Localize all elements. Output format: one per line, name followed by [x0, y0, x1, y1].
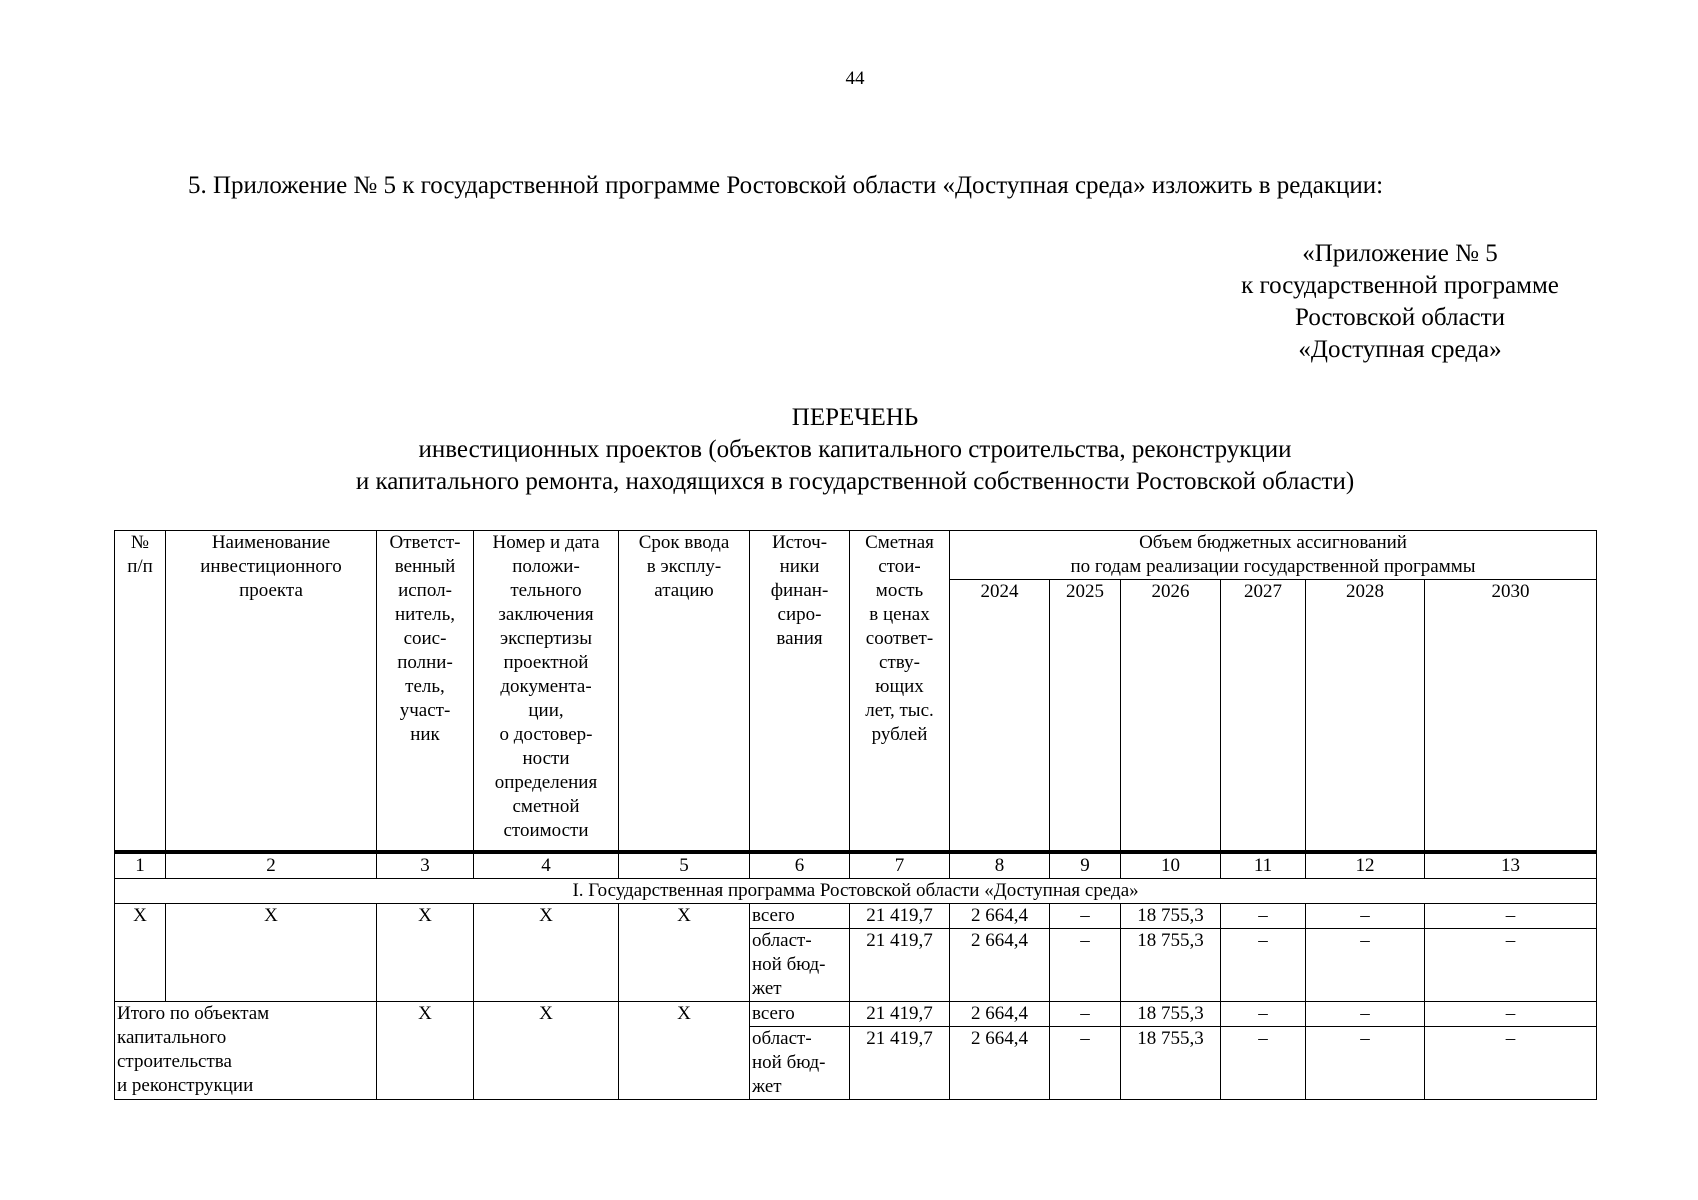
cell-source: всего [750, 1002, 850, 1027]
header-cost: Сметная стои- мость в ценах соответ- ству- ющих лет, тыс. рублей [850, 531, 950, 853]
appendix-line-1: «Приложение № 5 [1302, 240, 1498, 267]
section-title-row [115, 879, 1597, 904]
cell-y2026: 18 755,3 [1121, 1027, 1221, 1100]
header-budget-group: Объем бюджетных ассигнований по годам реализации государственной программы [950, 531, 1597, 580]
cell-y2030: – [1425, 904, 1597, 929]
column-number: 5 [619, 852, 750, 879]
cell-expertise: X [474, 1002, 619, 1100]
intro-paragraph: 5. Приложение № 5 к государственной программе Ростовской области «Доступная среда» изложить в редакции: [188, 172, 1384, 199]
column-number: 13 [1425, 852, 1597, 879]
header-num: № п/п [115, 531, 166, 853]
header-year: 2025 [1050, 580, 1121, 853]
cell-y2027: – [1221, 1002, 1306, 1027]
cell-cost: 21 419,7 [850, 904, 950, 929]
appendix-line-2: к государственной программе [1241, 272, 1559, 299]
cell-y2027: – [1221, 1027, 1306, 1100]
column-number: 7 [850, 852, 950, 879]
heading-line-3: и капитального ремонта, находящихся в государственной собственности Ростовской области) [355, 468, 1355, 495]
column-number: 11 [1221, 852, 1306, 879]
column-number: 8 [950, 852, 1050, 879]
cell-y2028: – [1306, 1027, 1425, 1100]
cell-y2025: – [1050, 1027, 1121, 1100]
column-number: 12 [1306, 852, 1425, 879]
header-executor: Ответст- венный испол- нитель, соис- полни- тель, участ- ник [377, 531, 474, 853]
header-year: 2024 [950, 580, 1050, 853]
column-number: 6 [750, 852, 850, 879]
investment-projects-table [114, 530, 1597, 1100]
section-title: I. Государственная программа Ростовской области «Доступная среда» [115, 879, 1597, 904]
cell-y2026: 18 755,3 [1121, 1002, 1221, 1027]
cell-y2025: – [1050, 904, 1121, 929]
cell-y2026: 18 755,3 [1121, 929, 1221, 1002]
cell-commission: X [619, 1002, 750, 1100]
cell-y2025: – [1050, 929, 1121, 1002]
cell-cost: 21 419,7 [850, 1027, 950, 1100]
cell-y2028: – [1306, 904, 1425, 929]
cell-y2024: 2 664,4 [950, 1027, 1050, 1100]
column-numbers-row [115, 852, 1597, 879]
header-year: 2026 [1121, 580, 1221, 853]
heading-title: ПЕРЕЧЕНЬ [791, 404, 919, 431]
column-number: 4 [474, 852, 619, 879]
column-number: 9 [1050, 852, 1121, 879]
table-row [115, 904, 1597, 929]
cell-y2030: – [1425, 1027, 1597, 1100]
cell-y2024: 2 664,4 [950, 904, 1050, 929]
cell-expertise: X [474, 904, 619, 1002]
header-year: 2028 [1306, 580, 1425, 853]
appendix-header [1190, 238, 1610, 366]
cell-commission: X [619, 904, 750, 1002]
header-year: 2030 [1425, 580, 1597, 853]
cell-y2030: – [1425, 929, 1597, 1002]
column-number: 10 [1121, 852, 1221, 879]
header-commission: Срок ввода в эксплу- атацию [619, 531, 750, 853]
cell-executor: X [377, 904, 474, 1002]
cell-source: област- ной бюд- жет [750, 1027, 850, 1100]
cell-num: X [115, 904, 166, 1002]
column-number: 1 [115, 852, 166, 879]
cell-y2024: 2 664,4 [950, 1002, 1050, 1027]
cell-name: X [166, 904, 377, 1002]
document-heading [0, 402, 1698, 498]
cell-y2026: 18 755,3 [1121, 904, 1221, 929]
table-header-row [115, 531, 1597, 580]
cell-y2025: – [1050, 1002, 1121, 1027]
header-expertise: Номер и дата положи- тельного заключения экспертизы проектной документа- ции, о достовер- ности определения сметной стоимости [474, 531, 619, 853]
cell-cost: 21 419,7 [850, 929, 950, 1002]
cell-cost: 21 419,7 [850, 1002, 950, 1027]
cell-y2028: – [1306, 1002, 1425, 1027]
cell-y2030: – [1425, 1002, 1597, 1027]
header-year: 2027 [1221, 580, 1306, 853]
cell-source: всего [750, 904, 850, 929]
cell-executor: X [377, 1002, 474, 1100]
appendix-line-3: Ростовской области [1295, 304, 1505, 331]
header-sources: Источ- ники финан- сиро- вания [750, 531, 850, 853]
total-label: Итого по объектам капитального строительства и реконструкции [115, 1002, 377, 1100]
column-number: 3 [377, 852, 474, 879]
cell-y2024: 2 664,4 [950, 929, 1050, 1002]
total-row [115, 1002, 1597, 1027]
cell-y2027: – [1221, 904, 1306, 929]
appendix-line-4: «Доступная среда» [1298, 336, 1502, 363]
cell-y2027: – [1221, 929, 1306, 1002]
header-name: Наименование инвестиционного проекта [166, 531, 377, 853]
cell-source: област- ной бюд- жет [750, 929, 850, 1002]
cell-y2028: – [1306, 929, 1425, 1002]
page-number: 44 [845, 68, 865, 89]
heading-line-2: инвестиционных проектов (объектов капитального строительства, реконструкции [418, 436, 1292, 463]
column-number: 2 [166, 852, 377, 879]
